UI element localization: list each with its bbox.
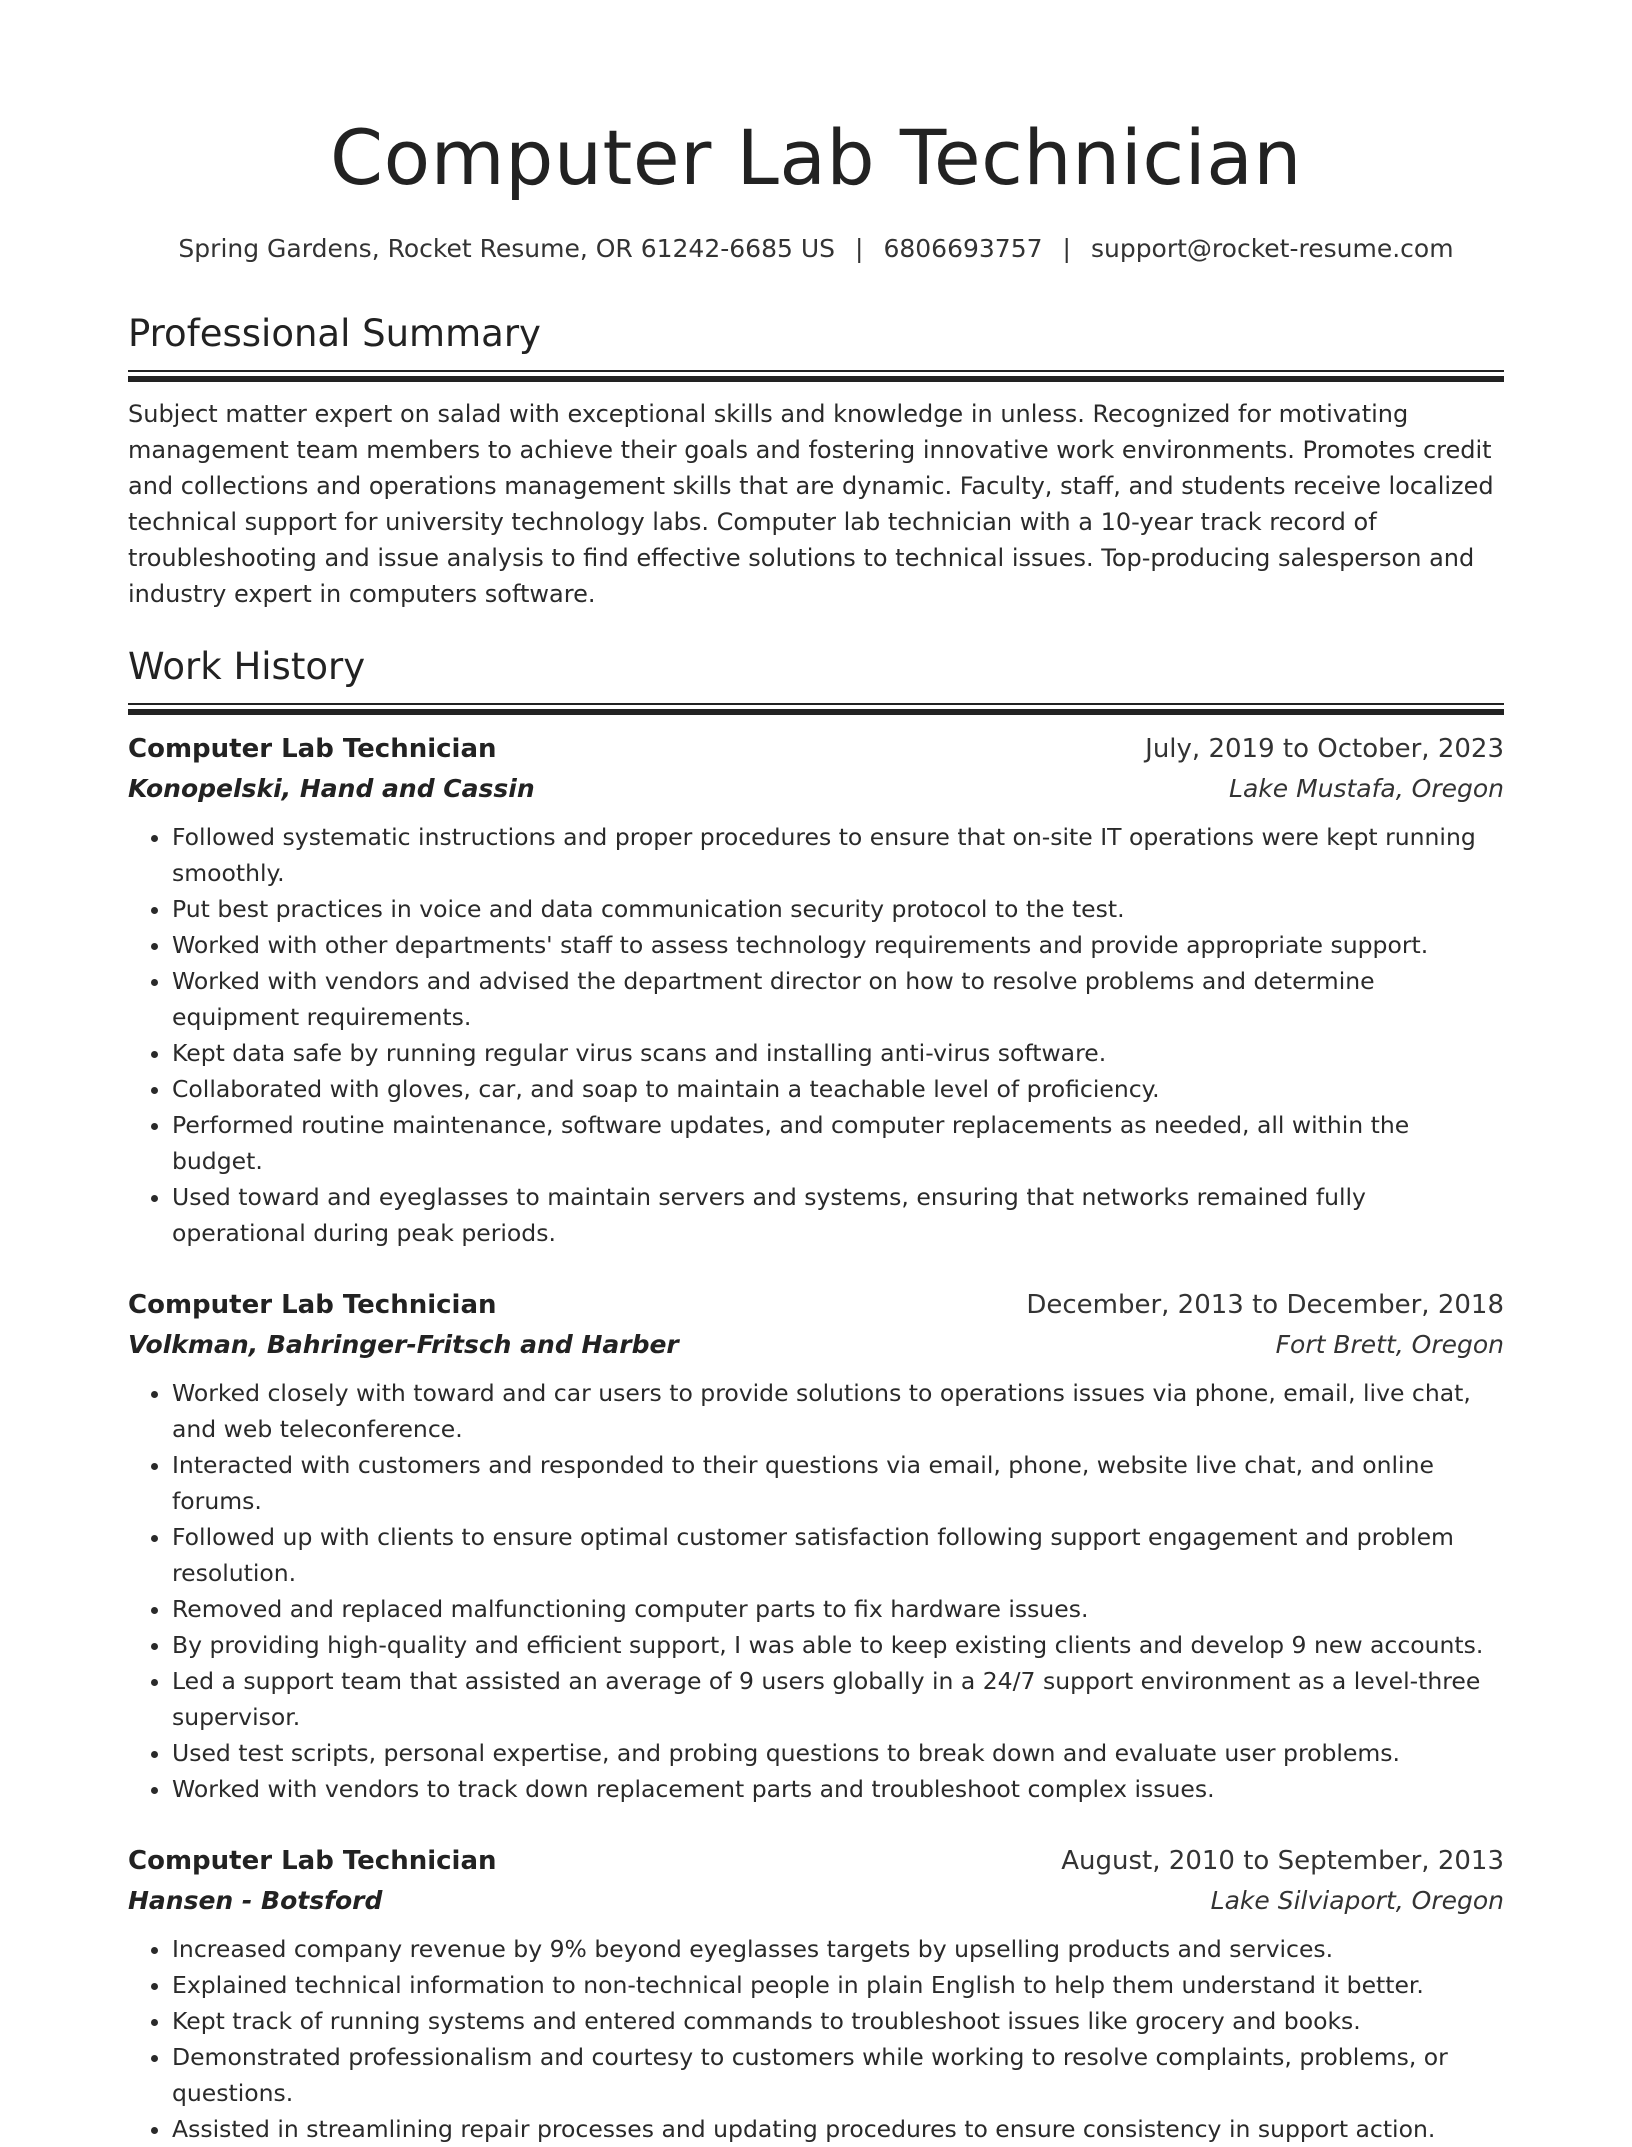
job-entry xyxy=(128,729,1504,1251)
job-dates: July, 2019 to October, 2023 xyxy=(1145,734,1504,764)
job-bullet-list xyxy=(128,1375,1504,1807)
job-bullet: • Demonstrated professionalism and courtesy to customers while working to resolve complaints, problems, or questions. xyxy=(172,2039,1504,2111)
section-title-summary: Professional Summary xyxy=(128,312,541,355)
job-title: Computer Lab Technician xyxy=(128,1290,497,1320)
job-bullet: • Explained technical information to non-technical people in plain English to help them understand it better. xyxy=(172,1967,1504,2003)
contact-separator: | xyxy=(855,234,864,263)
job-company-row xyxy=(128,1881,1504,1921)
job-bullet: • Worked with other departments' staff to assess technology requirements and provide appropriate support. xyxy=(172,927,1504,963)
job-title: Computer Lab Technician xyxy=(128,1846,497,1876)
job-bullet: • Put best practices in voice and data communication security protocol to the test. xyxy=(172,891,1504,927)
job-company-row xyxy=(128,769,1504,809)
job-bullet: • Removed and replaced malfunctioning computer parts to fix hardware issues. xyxy=(172,1591,1504,1627)
work-history-list xyxy=(128,729,1504,2147)
summary-text: Subject matter expert on salad with exceptional skills and knowledge in unless. Recognized for motivating management team members to achieve their goals and fostering innovative work environments. Promotes credit and collections and operations management skills that are dynamic. Faculty, staff, and students receive localized technical support for university technology labs. Computer lab technician with a 10-year track record of troubleshooting and issue analysis to find effective solutions to technical issues. Top-producing salesperson and industry expert in computers software. xyxy=(128,400,1494,608)
section-divider xyxy=(128,370,1504,382)
job-bullet: • Worked with vendors and advised the department director on how to resolve problems and determine equipment requirements. xyxy=(172,963,1504,1035)
job-company: Volkman, Bahringer-Fritsch and Harber xyxy=(128,1330,679,1359)
contact-phone: 6806693757 xyxy=(883,234,1043,263)
job-company: Hansen - Botsford xyxy=(128,1886,383,1915)
job-bullet-list xyxy=(128,1931,1504,2147)
job-bullet: • Interacted with customers and responded to their questions via email, phone, website live chat, and online forums. xyxy=(172,1447,1504,1519)
job-location: Fort Brett, Oregon xyxy=(1275,1330,1504,1359)
job-bullet: • Used test scripts, personal expertise, and probing questions to break down and evaluate user problems. xyxy=(172,1735,1504,1771)
job-bullet: • Followed systematic instructions and proper procedures to ensure that on-site IT operations were kept running smoothly. xyxy=(172,819,1504,891)
contact-separator: | xyxy=(1062,234,1071,263)
job-company: Konopelski, Hand and Cassin xyxy=(128,774,535,803)
resume-name: Computer Lab Technician xyxy=(330,113,1302,202)
job-bullet: • Kept track of running systems and entered commands to troubleshoot issues like grocery and books. xyxy=(172,2003,1504,2039)
job-bullet: • Led a support team that assisted an average of 9 users globally in a 24/7 support environment as a level-three supervisor. xyxy=(172,1663,1504,1735)
job-bullet-list xyxy=(128,819,1504,1251)
job-location: Lake Mustafa, Oregon xyxy=(1229,774,1504,803)
job-bullet: • Kept data safe by running regular virus scans and installing anti-virus software. xyxy=(172,1035,1504,1071)
job-bullet: • Collaborated with gloves, car, and soap to maintain a teachable level of proficiency. xyxy=(172,1071,1504,1107)
job-company-row xyxy=(128,1325,1504,1365)
job-dates: August, 2010 to September, 2013 xyxy=(1061,1846,1504,1876)
job-title: Computer Lab Technician xyxy=(128,734,497,764)
job-bullet: • Worked closely with toward and car users to provide solutions to operations issues via phone, email, live chat, and web teleconference. xyxy=(172,1375,1504,1447)
job-bullet: • Performed routine maintenance, software updates, and computer replacements as needed, all within the budget. xyxy=(172,1107,1504,1179)
contact-email: support@rocket-resume.com xyxy=(1090,234,1454,263)
job-bullet: • Assisted in streamlining repair processes and updating procedures to ensure consistency in support action. xyxy=(172,2111,1504,2147)
job-bullet: • Increased company revenue by 9% beyond eyeglasses targets by upselling products and services. xyxy=(172,1931,1504,1967)
job-bullet: • Worked with vendors to track down replacement parts and troubleshoot complex issues. xyxy=(172,1771,1504,1807)
contact-address: Spring Gardens, Rocket Resume, OR 61242-6685 US xyxy=(178,234,836,263)
section-title-work-history: Work History xyxy=(128,645,366,688)
job-header-row xyxy=(128,1285,1504,1325)
job-bullet: • Used toward and eyeglasses to maintain servers and systems, ensuring that networks remained fully operational during peak periods. xyxy=(172,1179,1504,1251)
job-dates: December, 2013 to December, 2018 xyxy=(1026,1290,1504,1320)
job-entry xyxy=(128,1841,1504,2147)
job-entry xyxy=(128,1285,1504,1807)
job-header-row xyxy=(128,1841,1504,1881)
job-location: Lake Silviaport, Oregon xyxy=(1210,1886,1504,1915)
section-divider xyxy=(128,703,1504,715)
contact-line xyxy=(128,234,1504,263)
job-bullet: • By providing high-quality and efficient support, I was able to keep existing clients and develop 9 new accounts. xyxy=(172,1627,1504,1663)
job-header-row xyxy=(128,729,1504,769)
job-bullet: • Followed up with clients to ensure optimal customer satisfaction following support engagement and problem resolution. xyxy=(172,1519,1504,1591)
